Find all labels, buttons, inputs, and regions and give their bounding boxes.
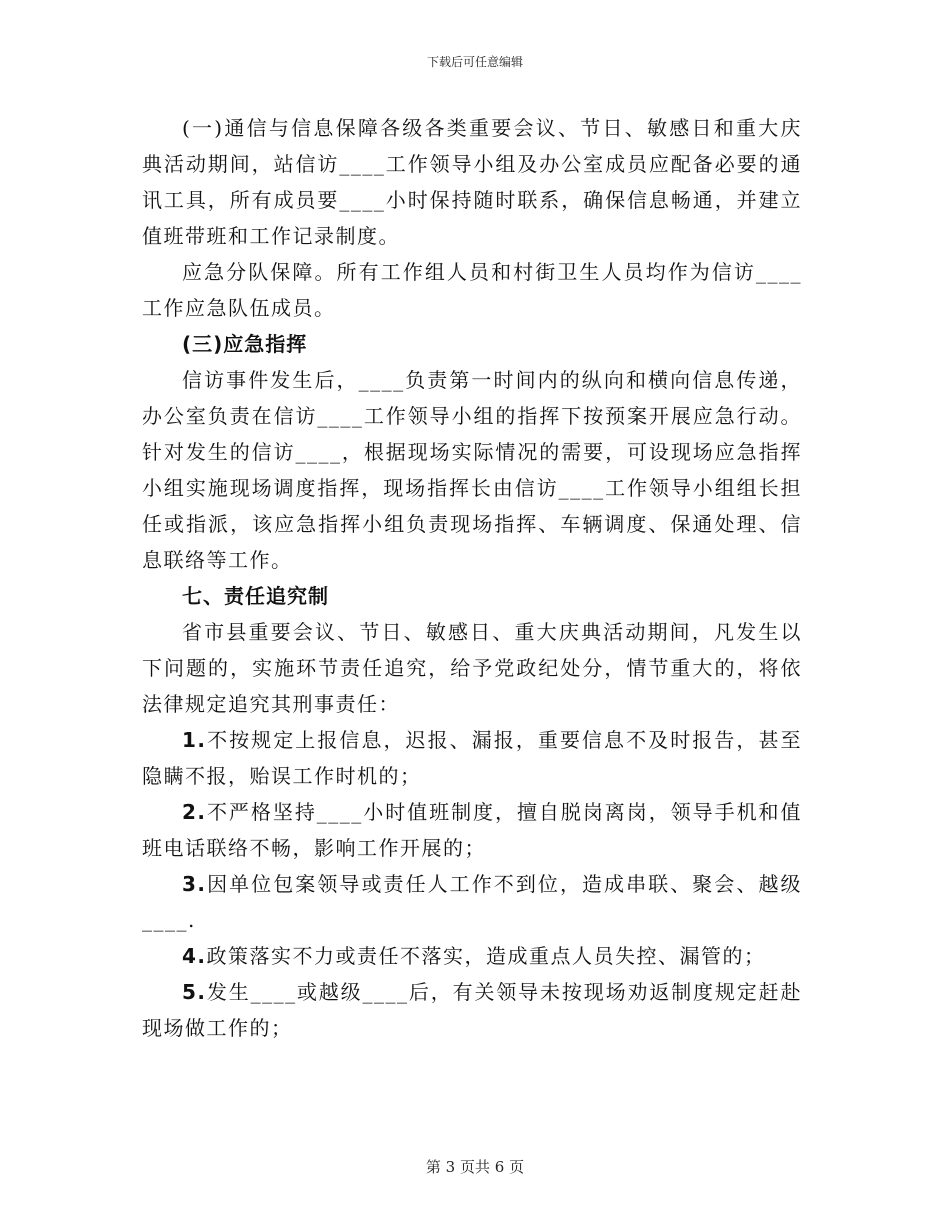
list-item-number: 2. xyxy=(182,800,207,824)
list-item-text: 不严格坚持____小时值班制度，擅自脱岗离岗，领导手机和值班电话联络不畅，影响工作开展的； xyxy=(142,800,802,860)
document-body xyxy=(142,110,802,1046)
list-item-5 xyxy=(142,974,802,1046)
paragraph-communication-guarantee: (一)通信与信息保障各级各类重要会议、节日、敏感日和重大庆典活动期间，站信访____工作领导小组及办公室成员应配备必要的通讯工具，所有成员要____小时保持随时联系，确保信息畅通，并建立值班带班和工作记录制度。 xyxy=(142,116,802,248)
list-item-2 xyxy=(142,794,802,866)
page-header: 下载后可任意编辑 xyxy=(426,55,523,69)
list-item-1 xyxy=(142,722,802,794)
list-item-3 xyxy=(142,866,802,938)
list-item-text: 发生____或越级____后，有关领导未按现场劝返制度规定赶赴现场做工作的； xyxy=(142,980,802,1040)
list-item-number: 4. xyxy=(182,944,207,968)
paragraph-emergency-team: 应急分队保障。所有工作组人员和村街卫生人员均作为信访____工作应急队伍成员。 xyxy=(142,260,802,320)
page-number: 第 3 页共 6 页 xyxy=(425,1158,525,1176)
heading-emergency-command: (三)应急指挥 xyxy=(182,332,308,356)
list-item-4 xyxy=(142,938,802,974)
list-item-number: 5. xyxy=(182,980,207,1004)
list-item-text: 政策落实不力或责任不落实，造成重点人员失控、漏管的； xyxy=(206,944,766,968)
list-item-text: 因单位包案领导或责任人工作不到位，造成串联、聚会、越级____. xyxy=(142,872,802,932)
paragraph-emergency-command: 信访事件发生后，____负责第一时间内的纵向和横向信息传递，办公室负责在信访____工作领导小组的指挥下按预案开展应急行动。针对发生的信访____，根据现场实际情况的需要，可设现场应急指挥小组实施现场调度指挥，现场指挥长由信访____工作领导小组组长担任或指派，该应急指挥小组负责现场指挥、车辆调度、保通处理、信息联络等工作。 xyxy=(142,368,802,572)
list-item-text: 不按规定上报信息，迟报、漏报，重要信息不及时报告，甚至隐瞒不报，贻误工作时机的； xyxy=(142,728,802,788)
list-item-number: 3. xyxy=(182,872,207,896)
list-item-number: 1. xyxy=(182,728,207,752)
paragraph-accountability-intro: 省市县重要会议、节日、敏感日、重大庆典活动期间，凡发生以下问题的，实施环节责任追究，给予党政纪处分，情节重大的，将依法律规定追究其刑事责任： xyxy=(142,620,802,716)
heading-accountability: 七、责任追究制 xyxy=(182,584,329,608)
